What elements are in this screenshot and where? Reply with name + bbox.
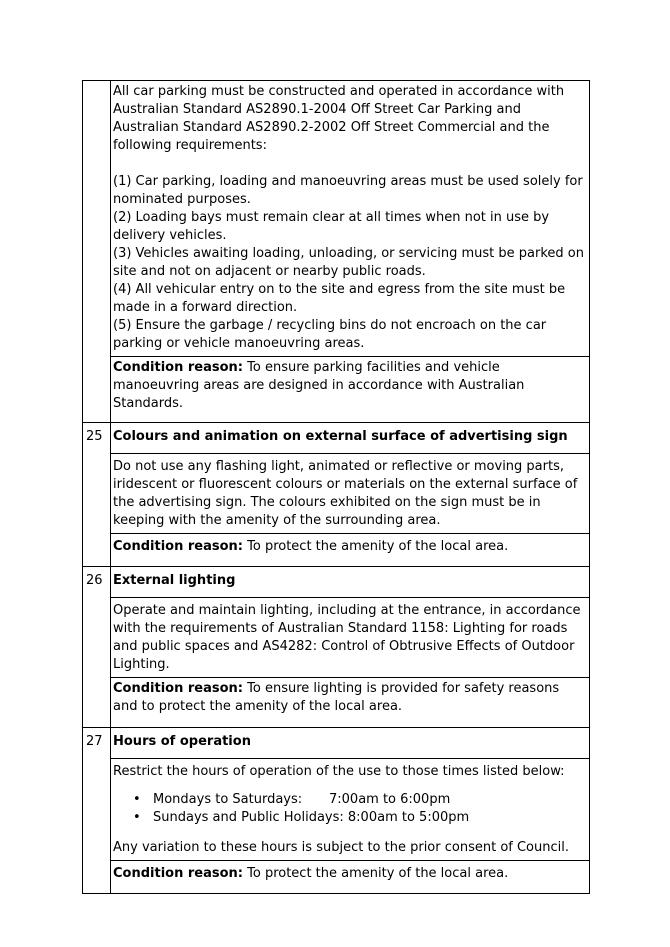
condition-body-cell: [111, 759, 590, 861]
table-row: [83, 567, 590, 598]
condition-reason-cell: [111, 678, 590, 728]
list-item: [133, 809, 587, 827]
reason-label: Condition reason:: [113, 681, 243, 696]
hours-footer: Any variation to these hours is subject to the prior consent of Council.: [113, 840, 569, 855]
condition-title: Hours of operation: [111, 728, 590, 759]
table-row: [83, 423, 590, 454]
condition-number-cell: [83, 81, 111, 423]
table-row: [83, 81, 590, 357]
reason-label: Condition reason:: [113, 360, 243, 375]
hours-days: Sundays and Public Holidays:: [153, 810, 344, 825]
condition-title: External lighting: [111, 567, 590, 598]
hours-days: Mondays to Saturdays:: [153, 792, 303, 807]
hours-intro: Restrict the hours of operation of the use to those times listed below:: [113, 764, 565, 779]
reason-text: To protect the amenity of the local area.: [243, 866, 509, 881]
table-row: [83, 759, 590, 861]
hours-list: [113, 791, 587, 827]
parking-item: (1) Car parking, loading and manoeuvring areas must be used solely for nominated purposes.: [113, 174, 583, 207]
reason-label: Condition reason:: [113, 866, 243, 881]
table-row: [83, 728, 590, 759]
reason-text: To ensure parking facilities and vehicle manoeuvring areas are designed in accordance with Australian Standards.: [113, 360, 525, 411]
condition-reason-cell: [111, 357, 590, 423]
parking-item: (3) Vehicles awaiting loading, unloading, or servicing must be parked on site and not on adjacent or nearby public roads.: [113, 246, 584, 279]
condition-number: 25: [83, 423, 111, 567]
hours-times: 8:00am to 5:00pm: [347, 810, 470, 825]
condition-reason-cell: [111, 534, 590, 567]
table-row: [83, 598, 590, 678]
reason-text: To protect the amenity of the local area.: [243, 539, 509, 554]
condition-number: 27: [83, 728, 111, 894]
table-row: [83, 357, 590, 423]
condition-body: Do not use any flashing light, animated or reflective or moving parts, iridescent or fluorescent colours or materials on the external surface of the advertising sign. The colours exhibited on the sign must be in keeping with the amenity of the surrounding area.: [111, 454, 590, 534]
hours-times: 7:00am to 6:00pm: [329, 792, 451, 807]
list-item: [133, 791, 587, 809]
parking-item: (5) Ensure the garbage / recycling bins do not encroach on the car parking or vehicle manoeuvring areas.: [113, 318, 547, 351]
condition-reason-cell: [111, 861, 590, 894]
parking-item: (2) Loading bays must remain clear at all times when not in use by delivery vehicles.: [113, 210, 550, 243]
condition-title: Colours and animation on external surface of advertising sign: [111, 423, 590, 454]
bullet-icon: •: [133, 792, 141, 807]
table-row: [83, 678, 590, 728]
condition-body: Operate and maintain lighting, including at the entrance, in accordance with the requirements of Australian Standard 1158: Lighting for roads and public spaces and AS4282: Control of Obtrusive Effects of Outdoor Lighting.: [111, 598, 590, 678]
table-row: [83, 454, 590, 534]
conditions-table: [82, 80, 590, 894]
condition-number: 26: [83, 567, 111, 728]
reason-label: Condition reason:: [113, 539, 243, 554]
table-row: [83, 534, 590, 567]
parking-item: (4) All vehicular entry on to the site and egress from the site must be made in a forward direction.: [113, 282, 566, 315]
condition-body-cell: [111, 81, 590, 357]
parking-intro: All car parking must be constructed and operated in accordance with Australian Standard AS2890.1-2004 Off Street Car Parking and Australian Standard AS2890.2-2002 Off Street Commercial and the following requirements:: [113, 84, 565, 153]
table-row: [83, 861, 590, 894]
reason-text: To ensure lighting is provided for safety reasons and to protect the amenity of the local area.: [113, 681, 560, 714]
bullet-icon: •: [133, 810, 141, 825]
